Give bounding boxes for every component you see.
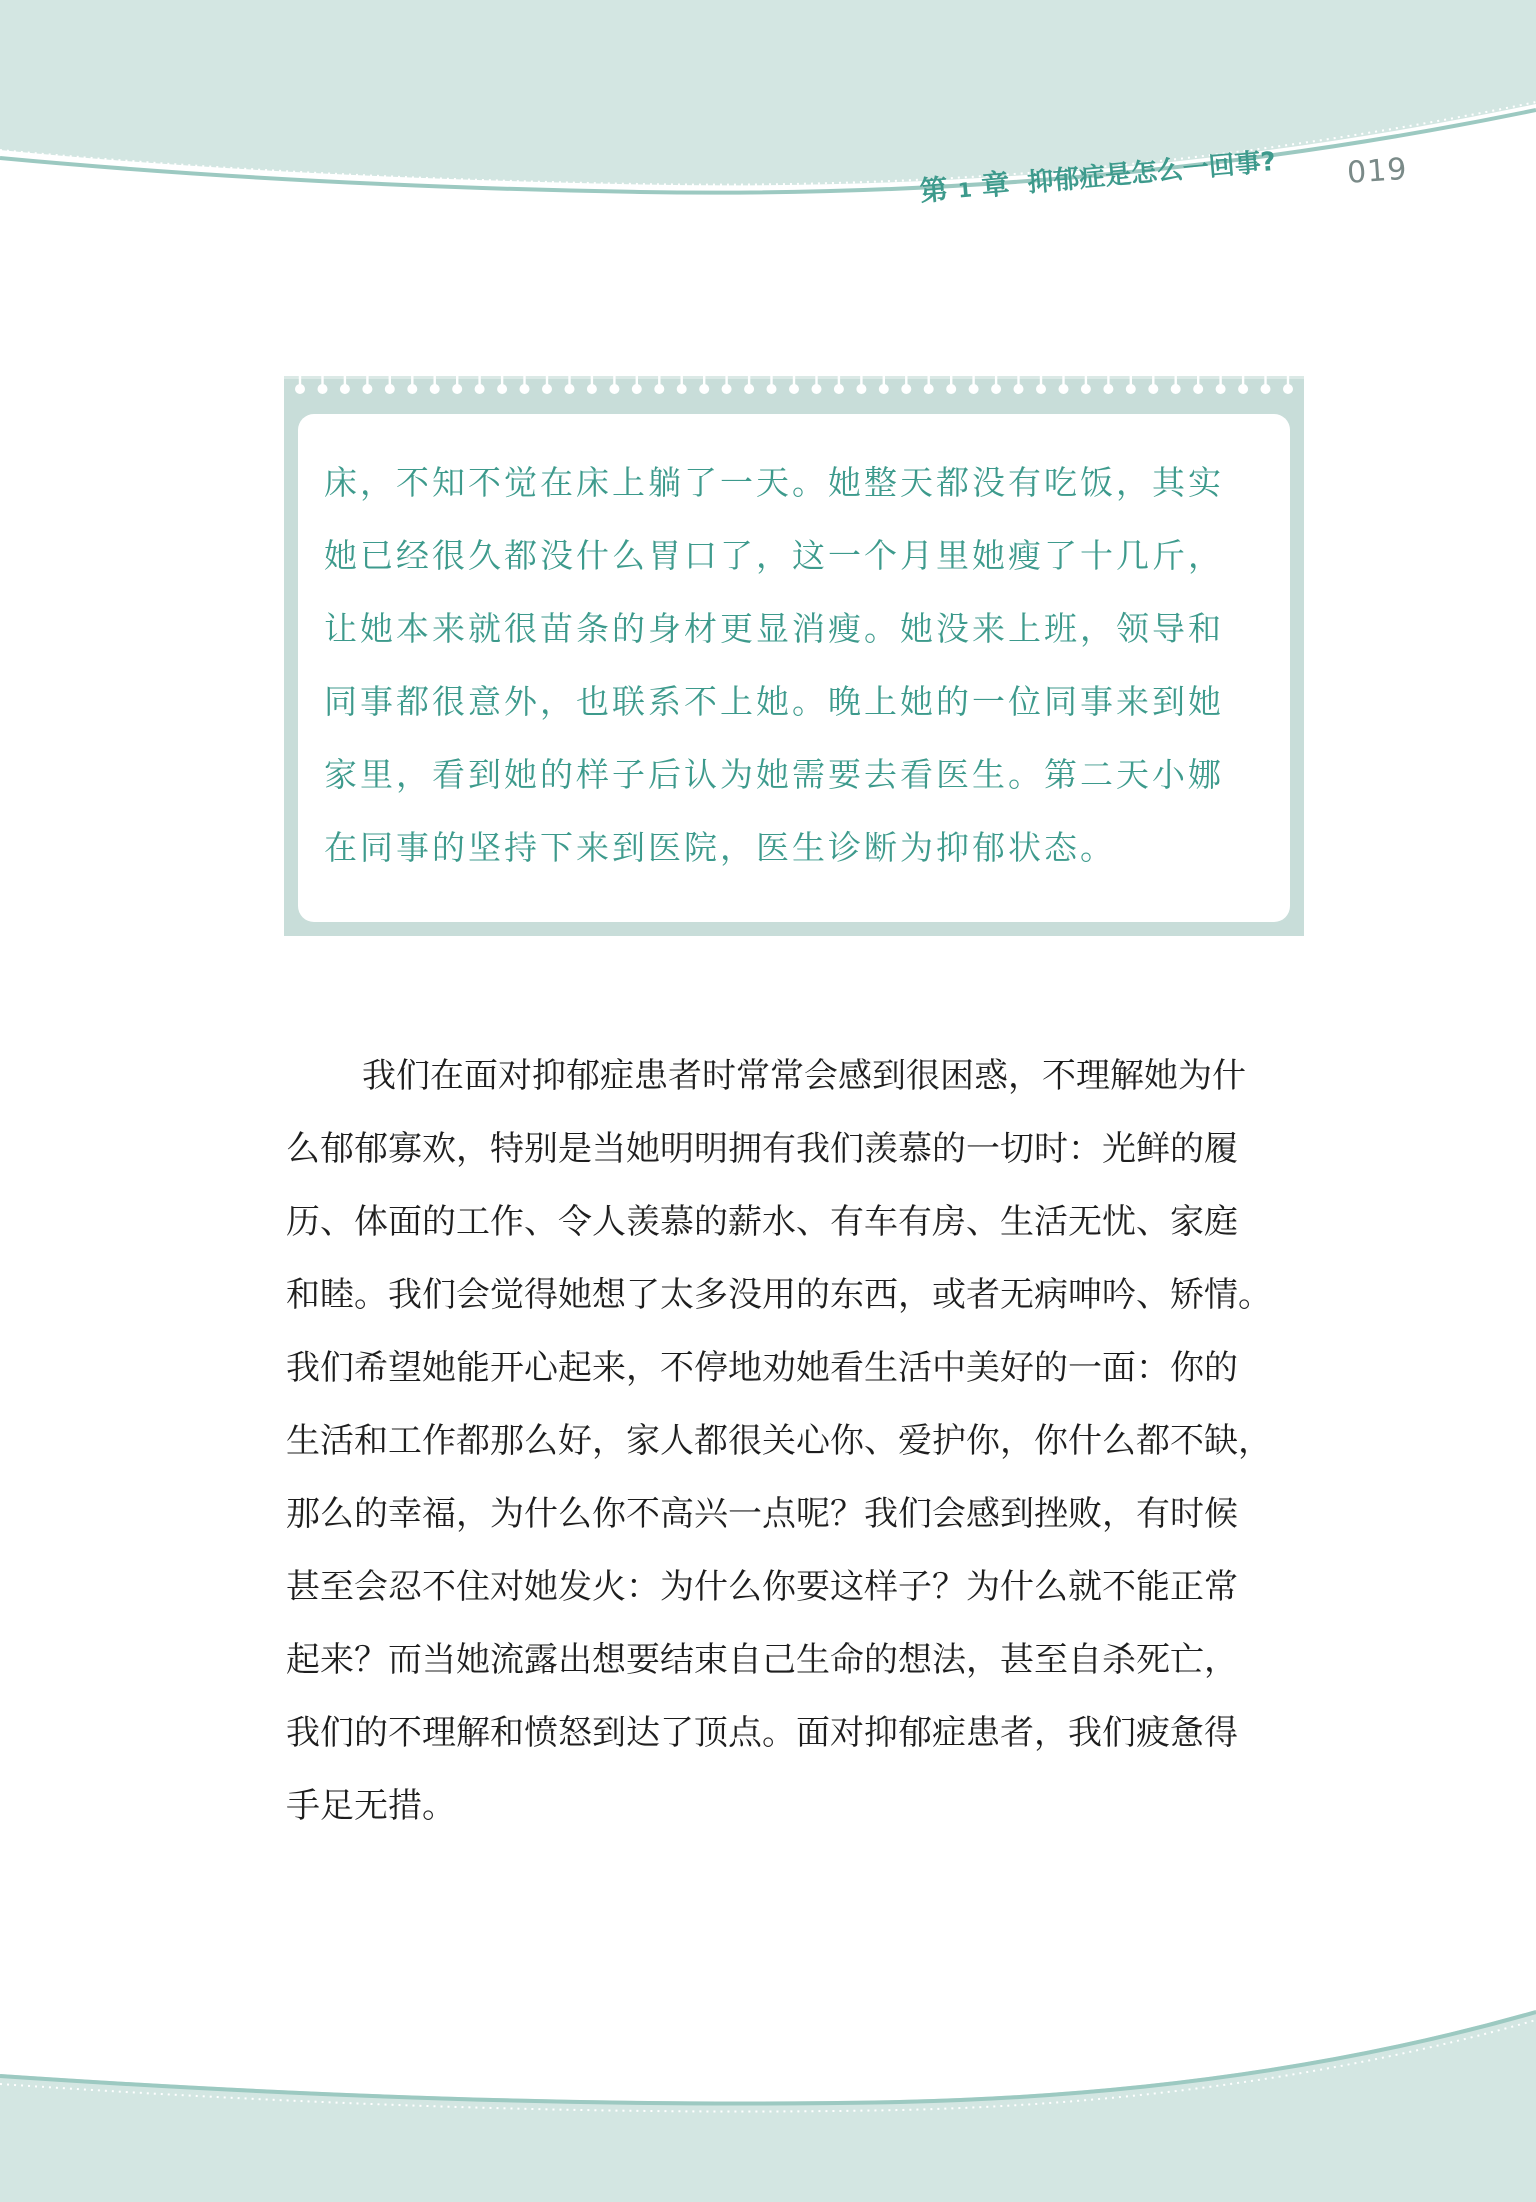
ring-hole: [520, 384, 530, 394]
ring-hole: [812, 384, 822, 394]
body-line: 历、体面的工作、令人羡慕的薪水、有车有房、生活无忧、家庭: [286, 1202, 1238, 1242]
note-line: 床，不知不觉在床上躺了一天。她整天都没有吃饭，其实: [324, 463, 1224, 502]
ring-hole: [924, 384, 934, 394]
ring-hole: [879, 384, 889, 394]
ring-hole: [1036, 384, 1046, 394]
ring-hole: [475, 384, 485, 394]
ring-hole: [542, 384, 552, 394]
ring-hole: [1261, 384, 1271, 394]
ring-hole: [497, 384, 507, 394]
ring-hole: [1193, 384, 1203, 394]
note-line: 同事都很意外，也联系不上她。晚上她的一位同事来到她: [324, 682, 1224, 721]
ring-hole: [587, 384, 597, 394]
ring-hole: [632, 384, 642, 394]
ring-hole: [340, 384, 350, 394]
chapter-number: 1: [956, 177, 973, 203]
body-line: 甚至会忍不住对她发火：为什么你要这样子？为什么就不能正常: [286, 1567, 1238, 1607]
ring-hole: [654, 384, 664, 394]
note-line: 她已经很久都没什么胃口了，这一个月里她瘦了十几斤，: [324, 536, 1224, 575]
body-line: 我们希望她能开心起来，不停地劝她看生活中美好的一面：你的: [286, 1348, 1238, 1388]
chapter-suffix: 章: [980, 167, 1011, 203]
note-line: 让她本来就很苗条的身材更显消瘦。她没来上班，领导和: [324, 609, 1224, 648]
ring-hole: [565, 384, 575, 394]
ring-hole: [1059, 384, 1069, 394]
notebook-rings: [284, 376, 1304, 402]
body-line: 手足无措。: [286, 1786, 456, 1826]
ring-hole: [609, 384, 619, 394]
page-number: 019: [1346, 151, 1409, 191]
chapter-prefix: 第: [918, 172, 950, 208]
ring-hole: [722, 384, 732, 394]
ring-hole: [767, 384, 777, 394]
ring-hole: [1126, 384, 1136, 394]
ring-hole: [1014, 384, 1024, 394]
header-wave-band: [0, 0, 1536, 203]
ring-hole: [677, 384, 687, 394]
body-line: 我们在面对抑郁症患者时常常会感到很困惑，不理解她为什: [362, 1056, 1246, 1096]
ring-hole: [430, 384, 440, 394]
body-paragraph: [286, 1040, 1306, 1843]
ring-hole: [991, 384, 1001, 394]
ring-hole: [699, 384, 709, 394]
ring-hole: [295, 384, 305, 394]
case-note-text: [324, 446, 1284, 884]
ring-hole: [362, 384, 372, 394]
ring-hole: [1216, 384, 1226, 394]
ring-hole: [946, 384, 956, 394]
ring-hole: [834, 384, 844, 394]
ring-hole: [969, 384, 979, 394]
ring-hole: [856, 384, 866, 394]
body-line: 我们的不理解和愤怒到达了顶点。面对抑郁症患者，我们疲惫得: [286, 1713, 1238, 1753]
body-line: 起来？而当她流露出想要结束自己生命的想法，甚至自杀死亡，: [286, 1640, 1238, 1680]
ring-hole: [1148, 384, 1158, 394]
ring-hole: [1171, 384, 1181, 394]
body-line: 那么的幸福，为什么你不高兴一点呢？我们会感到挫败，有时候: [286, 1494, 1238, 1534]
ring-hole: [901, 384, 911, 394]
ring-hole: [1238, 384, 1248, 394]
ring-hole: [407, 384, 417, 394]
footer-wave-band: [0, 1990, 1536, 2202]
note-line: 在同事的坚持下来到医院，医生诊断为抑郁状态。: [324, 828, 1116, 867]
body-line: 生活和工作都那么好，家人都很关心你、爱护你，你什么都不缺，: [286, 1421, 1272, 1461]
ring-hole: [789, 384, 799, 394]
chapter-title: 抑郁症是怎么一回事?: [1026, 146, 1278, 199]
ring-hole: [318, 384, 328, 394]
ring-hole: [385, 384, 395, 394]
ring-hole: [452, 384, 462, 394]
note-line: 家里，看到她的样子后认为她需要去看医生。第二天小娜: [324, 755, 1224, 794]
body-line: 和睦。我们会觉得她想了太多没用的东西，或者无病呻吟、矫情。: [286, 1275, 1272, 1315]
ring-hole: [1283, 384, 1293, 394]
ring-hole: [744, 384, 754, 394]
body-line: 么郁郁寡欢，特别是当她明明拥有我们羡慕的一切时：光鲜的履: [286, 1129, 1238, 1169]
ring-hole: [1081, 384, 1091, 394]
ring-hole: [1103, 384, 1113, 394]
